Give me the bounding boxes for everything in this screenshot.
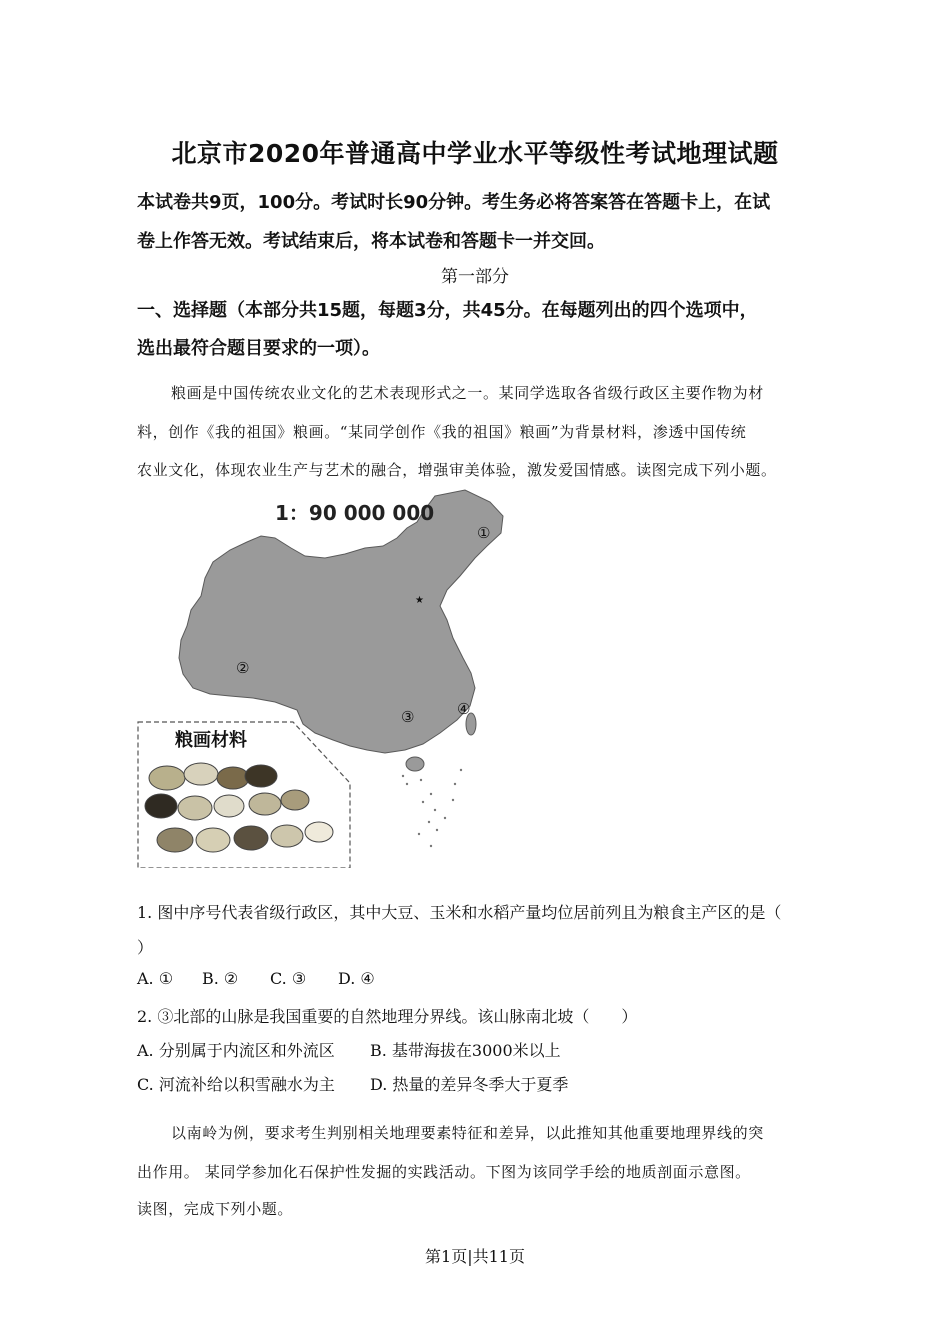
question-1-option-d: D. ④ [338, 969, 375, 988]
section-heading-line-1: 一、选择题（本部分共15题，每题3分，共45分。在每题列出的四个选项中， [137, 300, 758, 321]
part-heading: 第一部分 [441, 267, 509, 287]
passage1-line-2: 料，创作《我的祖国》粮画。“某同学创作《我的祖国》粮画”为背景材料，渗透中国传统 [137, 423, 747, 441]
marker-3: ③ [401, 708, 415, 726]
map-scale-label: 1：90 000 000 [275, 501, 435, 525]
passage1-line-3: 农业文化，体现农业生产与艺术的融合，增强审美体验，激发爱国情感。读图完成下列小题。 [137, 461, 777, 479]
question-1-stem-cont: ） [137, 938, 154, 957]
passage2-line-2: 出作用。 某同学参加化石保护性发掘的实践活动。下图为该同学手绘的地质剖面示意图。 [137, 1163, 751, 1181]
question-2-option-c: C. 河流补给以积雪融水为主 [137, 1075, 335, 1094]
china-mainland-shape [179, 490, 503, 753]
china-map-figure [135, 488, 515, 868]
marker-1: ① [477, 524, 491, 542]
question-2-option-d: D. 热量的差异冬季大于夏季 [370, 1075, 569, 1094]
question-2-option-b: B. 基带海拔在3000米以上 [370, 1041, 561, 1060]
inset-title: 粮画材料 [175, 730, 247, 751]
section-heading-line-2: 选出最符合题目要求的一项）。 [137, 338, 380, 359]
passage1-line-1: 粮画是中国传统农业文化的艺术表现形式之一。某同学选取各省级行政区主要作物为材 [171, 384, 764, 402]
page-title: 北京市2020年普通高中学业水平等级性考试地理试题 [171, 139, 779, 168]
star-icon: ★ [415, 595, 424, 606]
marker-2: ② [236, 659, 250, 677]
question-1-stem: 1. 图中序号代表省级行政区，其中大豆、玉米和水稻产量均位居前列且为粮食主产区的是（ [137, 903, 782, 922]
page-footer: 第1页|共11页 [425, 1247, 525, 1266]
instructions-line-2: 卷上作答无效。考试结束后，将本试卷和答题卡一并交回。 [137, 231, 605, 252]
instructions-line-1: 本试卷共9页，100分。考试时长90分钟。考生务必将答案答在答题卡上，在试 [137, 192, 771, 213]
question-2-option-a: A. 分别属于内流区和外流区 [137, 1041, 335, 1060]
hainan-island [406, 757, 424, 771]
question-2-stem: 2. ③北部的山脉是我国重要的自然地理分界线。该山脉南北坡（ ） [137, 1007, 638, 1026]
question-1-option-a: A. ① [137, 969, 174, 988]
passage2-line-1: 以南岭为例，要求考生判别相关地理要素特征和差异，以此推知其他重要地理界线的突 [171, 1124, 764, 1142]
marker-4: ④ [457, 700, 471, 718]
question-1-option-c: C. ③ [270, 969, 307, 988]
passage2-line-3: 读图，完成下列小题。 [137, 1200, 294, 1218]
question-1-option-b: B. ② [202, 969, 239, 988]
south-sea-islands [402, 769, 462, 847]
